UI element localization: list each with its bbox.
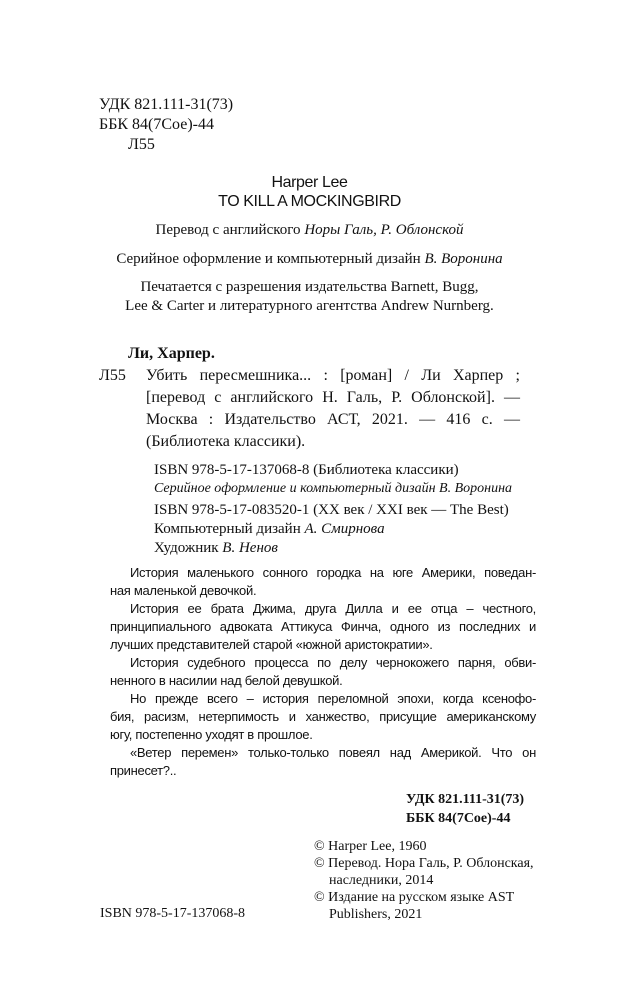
annotation-line-5: лучших представителей старой «южной аристократии».	[110, 637, 433, 652]
record-mark: Л55	[99, 367, 126, 384]
record-line-1: Убить пересмешника... : [роман] / Ли Харпер ;	[146, 367, 520, 384]
author-mark: Л55	[128, 136, 155, 153]
annotation-line-9: бия, расизм, нетерпимость и ханжество, присущие американскому	[110, 709, 536, 724]
annotation-line-3: История ее брата Джима, друга Дилла и ее отца – честного,	[130, 601, 536, 616]
annotation-line-8: Но прежде всего – история переломной эпохи, когда ксенофо-	[130, 691, 536, 706]
copyright-line-1: © Harper Lee, 1960	[314, 839, 427, 854]
artist-credit	[154, 540, 278, 557]
record-line-4: (Библиотека классики).	[146, 433, 306, 450]
bbk-code-bottom: ББК 84(7Сое)-44	[406, 811, 511, 826]
isbn-series-classics: ISBN 978-5-17-137068-8 (Библиотека классики)	[154, 462, 459, 478]
copyright-line-3: наследники, 2014	[329, 873, 434, 888]
series-design-prefix: Серийное оформление и компьютерный дизайн	[116, 251, 425, 267]
isbn-series-design-note: Серийное оформление и компьютерный дизайн В. Воронина	[154, 481, 513, 496]
computer-design-prefix: Компьютерный дизайн	[154, 521, 305, 537]
artist-prefix: Художник	[154, 540, 223, 556]
annotation-line-1: История маленького сонного городка на юге Америки, поведан-	[130, 565, 536, 580]
record-heading: Ли, Харпер.	[128, 345, 215, 362]
original-title: TO KILL A MOCKINGBIRD	[218, 193, 401, 210]
computer-design-credit	[154, 521, 385, 538]
annotation-line-4: принципиального адвоката Аттикуса Финча, одного из последних и	[110, 619, 536, 634]
annotation-line-10: югу, постепенно уходят в прошлое.	[110, 727, 313, 742]
translators: Норы Галь, Р. Облонской	[304, 222, 464, 238]
copyright-line-5: Publishers, 2021	[329, 907, 423, 922]
udk-code: УДК 821.111-31(73)	[99, 96, 234, 113]
isbn-footer: ISBN 978-5-17-137068-8	[100, 906, 246, 921]
translation-credit	[0, 222, 619, 239]
series-designer: В. Воронина	[424, 251, 503, 267]
isbn-series-best: ISBN 978-5-17-083520-1 (XX век / XXI век — The Best)	[154, 502, 509, 518]
annotation-line-6: История судебного процесса по делу чернокожего парня, обви-	[130, 655, 536, 670]
permission-line-2: Lee & Carter и литературного агентства Andrew Nurnberg.	[125, 298, 494, 314]
annotation-line-11: «Ветер перемен» только-только повеял над Америкой. Что он	[130, 745, 536, 760]
copyright-line-4: © Издание на русском языке AST	[314, 890, 515, 905]
udk-code-bottom: УДК 821.111-31(73)	[406, 792, 525, 807]
translation-prefix: Перевод с английского	[155, 222, 305, 238]
annotation-line-7: ненного в насилии над белой девушкой.	[110, 673, 343, 688]
annotation-line-2: ная маленькой девочкой.	[110, 583, 257, 598]
original-author: Harper Lee	[271, 174, 348, 191]
artist-name: В. Ненов	[222, 540, 278, 556]
bbk-code: ББК 84(7Сое)-44	[99, 116, 214, 133]
series-design-credit	[0, 251, 619, 268]
permission-line-1: Печатается с разрешения издательства Barnett, Bugg,	[140, 279, 479, 295]
copyright-line-2: © Перевод. Нора Галь, Р. Облонская,	[314, 856, 534, 871]
record-line-2: [перевод с английского Н. Галь, Р. Облонской]. —	[146, 389, 520, 406]
record-line-3: Москва : Издательство АСТ, 2021. — 416 с. —	[146, 411, 520, 428]
computer-designer: А. Смирнова	[304, 521, 385, 537]
annotation-line-12: принесет?..	[110, 763, 177, 778]
